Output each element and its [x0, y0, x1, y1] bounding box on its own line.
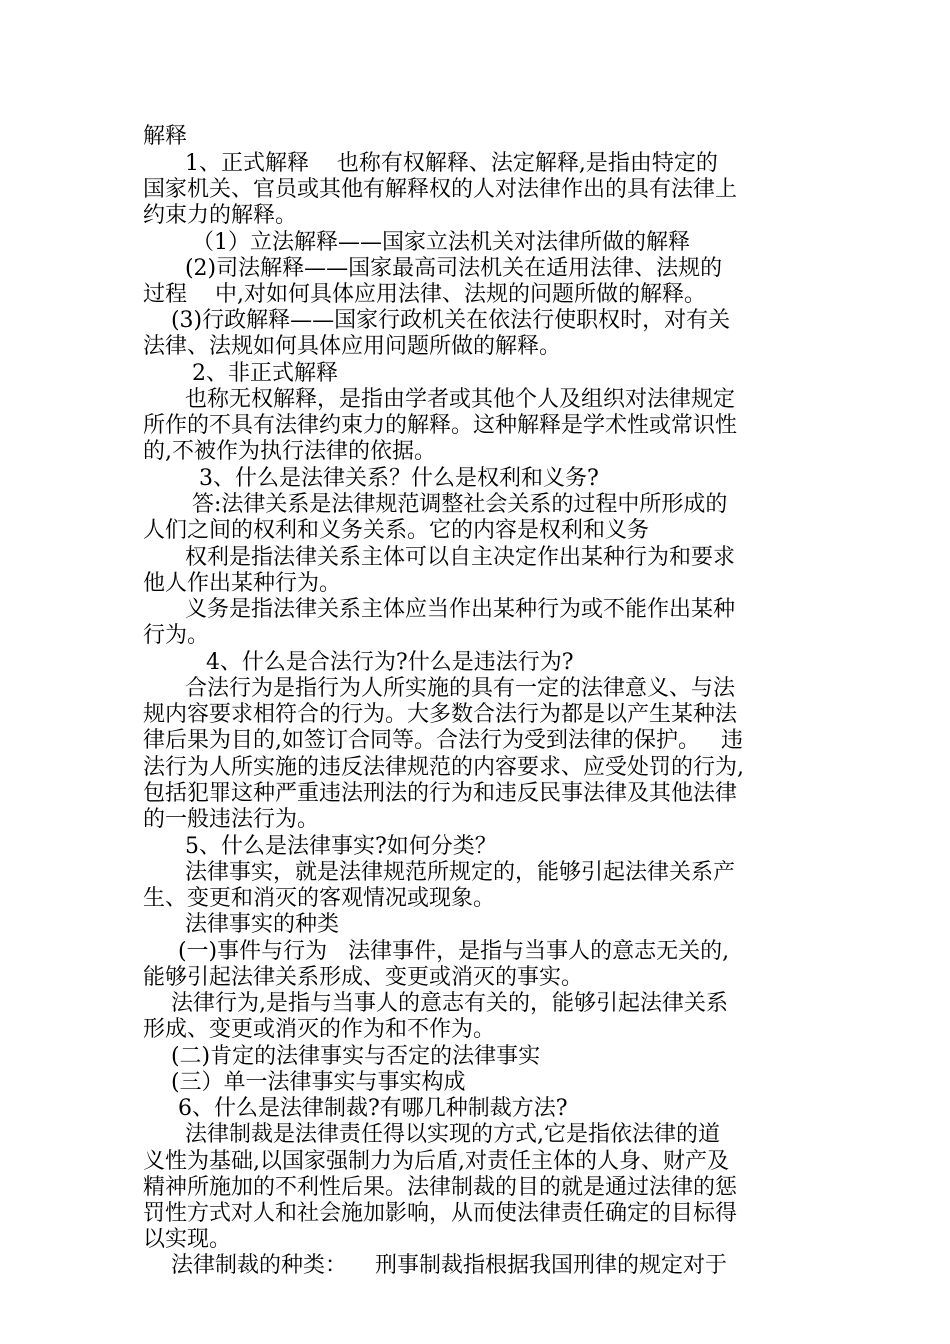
text-line: 规内容要求相符合的行为。大多数合法行为都是以产生某种法	[143, 702, 738, 727]
text-line: 以实现。	[143, 1227, 232, 1252]
text-line: 合法行为是指行为人所实施的具有一定的法律意义、与法	[143, 676, 735, 701]
text-line: 解释	[143, 124, 188, 149]
text-line: (二)肯定的法律事实与否定的法律事实	[143, 1044, 541, 1069]
text-line: 能够引起法律关系形成、变更或消灭的事实。	[143, 965, 584, 990]
text-line: (三）单一法律事实与事实构成	[143, 1070, 466, 1095]
text-line: 他人作出某种行为。	[143, 571, 342, 596]
text-line: (3)行政解释——国家行政机关在依法行使职权时，对有关	[143, 308, 731, 333]
text-line: 形成、变更或消灭的作为和不作为。	[143, 1017, 496, 1042]
text-line: 行为。	[143, 623, 210, 648]
text-line: 2、非正式解释	[143, 361, 338, 386]
text-line: 权利是指法律关系主体可以自主决定作出某种行为和要求	[143, 545, 735, 570]
text-line: 生、变更和消灭的客观情况或现象。	[143, 886, 496, 911]
text-line: 法律制裁是法律责任得以实现的方式,它是指依法律的道	[143, 1122, 720, 1147]
text-line: 包括犯罪这种严重违法刑法的行为和违反民事法律及其他法律	[143, 781, 738, 806]
text-line: 4、什么是合法行为?什么是违法行为?	[143, 650, 574, 675]
text-line: 法律事实的种类	[143, 912, 339, 937]
text-line: (2)司法解释——国家最高司法机关在适用法律、法规的	[143, 256, 723, 281]
text-line: 法律、法规如何具体应用问题所做的解释。	[143, 334, 562, 359]
text-line: 5、什么是法律事实?如何分类？	[143, 834, 497, 859]
text-line: 6、什么是法律制裁?有哪几种制裁方法?	[143, 1096, 568, 1121]
text-line: 义务是指法律关系主体应当作出某种行为或不能作出某种	[143, 597, 735, 622]
text-line: 法行为人所实施的违反法律规范的内容要求、应受处罚的行为,	[143, 755, 744, 780]
text-line: 法律行为,是指与当事人的意志有关的，能够引起法律关系	[143, 991, 728, 1016]
text-line: 义性为基础,以国家强制力为后盾,对责任主体的人身、财产及	[143, 1149, 729, 1174]
text-line: 过程 中,对如何具体应用法律、法规的问题所做的解释。	[143, 282, 706, 307]
text-line: 答:法律关系是法律规范调整社会关系的过程中所形成的	[143, 492, 728, 517]
text-line: 罚性方式对人和社会施加影响，从而使法律责任确定的目标得	[143, 1201, 738, 1226]
text-line: (一)事件与行为 法律事件，是指与当事人的意志无关的,	[143, 939, 730, 964]
text-line: 的,不被作为执行法律的依据。	[143, 439, 436, 464]
text-line: 也称无权解释，是指由学者或其他个人及组织对法律规定	[143, 387, 735, 412]
text-line: （1）立法解释——国家立法机关对法律所做的解释	[143, 230, 690, 255]
text-line: 1、正式解释 也称有权解释、法定解释,是指由特定的	[143, 151, 718, 176]
text-line: 律后果为目的,如签订合同等。合法行为受到法律的保护。 违	[143, 728, 743, 753]
text-line: 约束力的解释。	[143, 203, 298, 228]
text-line: 的一般违法行为。	[143, 807, 320, 832]
text-line: 法律事实，就是法律规范所规定的，能够引起法律关系产	[143, 860, 735, 885]
text-line: 精神所施加的不利性后果。法律制裁的目的就是通过法律的惩	[143, 1175, 738, 1200]
text-line: 法律制裁的种类： 刑事制裁指根据我国刑律的规定对于	[143, 1253, 727, 1278]
text-line: 所作的不具有法律约束力的解释。这种解释是学术性或常识性	[143, 413, 738, 438]
text-line: 国家机关、官员或其他有解释权的人对法律作出的具有法律上	[143, 177, 738, 202]
text-line: 3、什么是法律关系？什么是权利和义务?	[143, 466, 599, 491]
text-line: 人们之间的权利和义务关系。它的内容是权利和义务	[143, 518, 650, 543]
